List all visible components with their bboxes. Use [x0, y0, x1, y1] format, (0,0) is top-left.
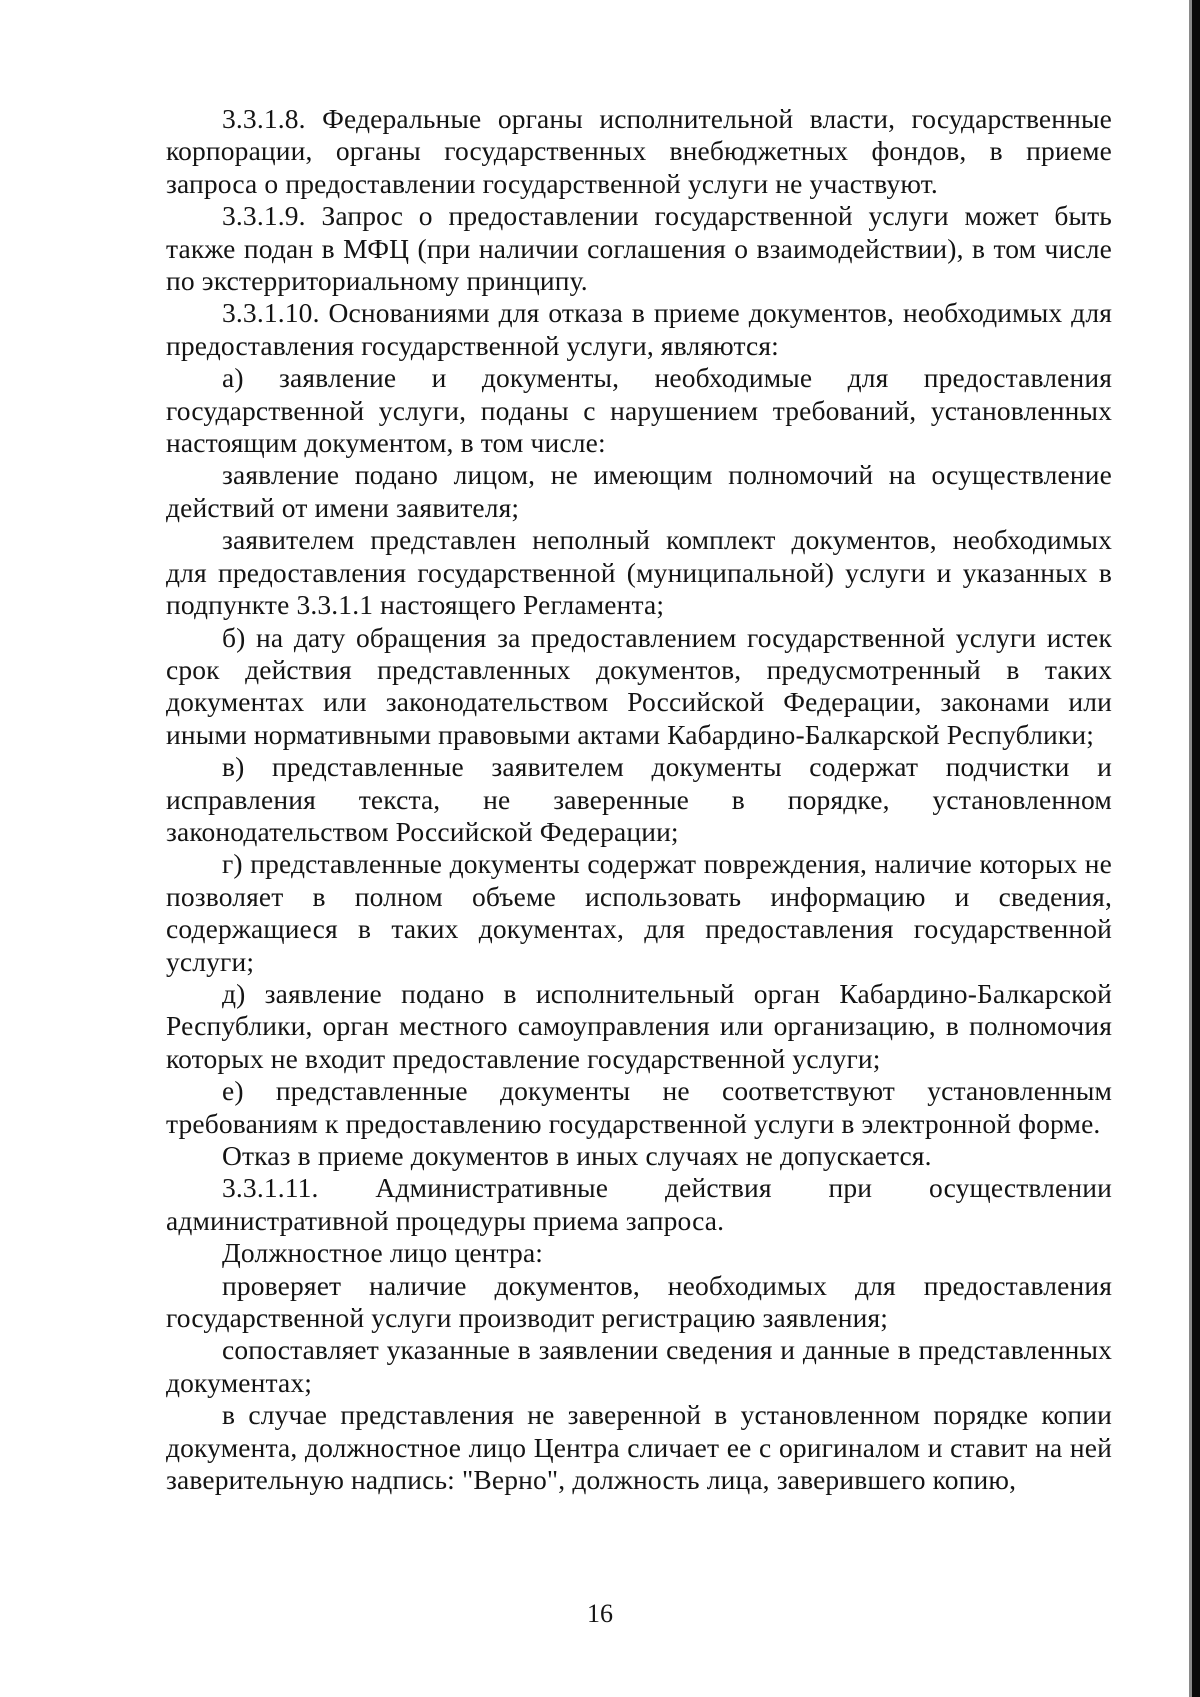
list-item-d: д) заявление подано в исполнительный орган Кабардино-Балкарской Республики, орган местного самоуправления или организацию, в полномочия которых не входит предоставление государственной услуги; — [166, 977, 1112, 1074]
paragraph-3-3-1-10: 3.3.1.10. Основаниями для отказа в приеме документов, необходимых для предоставления государственной услуги, являются: — [166, 297, 1112, 361]
list-item-e: е) представленные документы не соответствуют установленным требованиям к предоставлению государственной услуги в электронной форме. — [166, 1075, 1112, 1139]
list-item-a: а) заявление и документы, необходимые для предоставления государственной услуги, поданы с нарушением требований, установленных настоящим документом, в том числе: — [166, 362, 1112, 459]
paragraph-3-3-1-8: 3.3.1.8. Федеральные органы исполнительной власти, государственные корпорации, органы государственных внебюджетных фондов, в приеме запроса о предоставлении государственной услуги не участвуют. — [166, 103, 1112, 199]
list-subitem-2: заявителем представлен неполный комплект документов, необходимых для предоставления государственной (муниципальной) услуги и указанных в подпункте 3.3.1.1 настоящего Регламента; — [166, 524, 1112, 621]
list-subitem-1: заявление подано лицом, не имеющим полномочий на осуществление действий от имени заявителя; — [166, 459, 1112, 523]
official-duty-3: в случае представления не заверенной в установленном порядке копии документа, должностное лицо Центра сличает ее с оригиналом и ставит на ней заверительную надпись: "Верно", должность лица, заверившего копию, — [166, 1399, 1112, 1496]
list-item-g: г) представленные документы содержат повреждения, наличие которых не позволяет в полном объеме использовать информацию и сведения, содержащиеся в таких документах, для предоставления государственной услуги; — [166, 848, 1112, 977]
refusal-note: Отказ в приеме документов в иных случаях не допускается. — [222, 1140, 932, 1171]
official-duty-1: проверяет наличие документов, необходимых для предоставления государственной услуги производит регистрацию заявления; — [166, 1269, 1112, 1334]
page-number: 16 — [587, 1599, 613, 1628]
official-heading: Должностное лицо центра: — [222, 1237, 544, 1269]
scan-edge — [1192, 0, 1200, 1697]
document-body — [166, 103, 1112, 1496]
paragraph-3-3-1-11: 3.3.1.11. Административные действия при осуществлении административной процедуры приема запроса. — [166, 1172, 1112, 1236]
list-item-b: б) на дату обращения за предоставлением государственной услуги истек срок действия представленных документов, предусмотренный в таких документах или законодательством Российской Федерации, законами или иными нормативными правовыми актами Кабардино-Балкарской Республики; — [166, 621, 1112, 750]
paragraph-3-3-1-9: 3.3.1.9. Запрос о предоставлении государственной услуги может быть также подан в МФЦ (при наличии соглашения о взаимодействии), в том числе по экстерриториальному принципу. — [166, 200, 1112, 297]
list-item-v: в) представленные заявителем документы содержат подчистки и исправления текста, не заверенные в порядке, установленном законодательством Российской Федерации; — [166, 751, 1112, 847]
official-duty-2: сопоставляет указанные в заявлении сведения и данные в представленных документах; — [166, 1334, 1112, 1398]
